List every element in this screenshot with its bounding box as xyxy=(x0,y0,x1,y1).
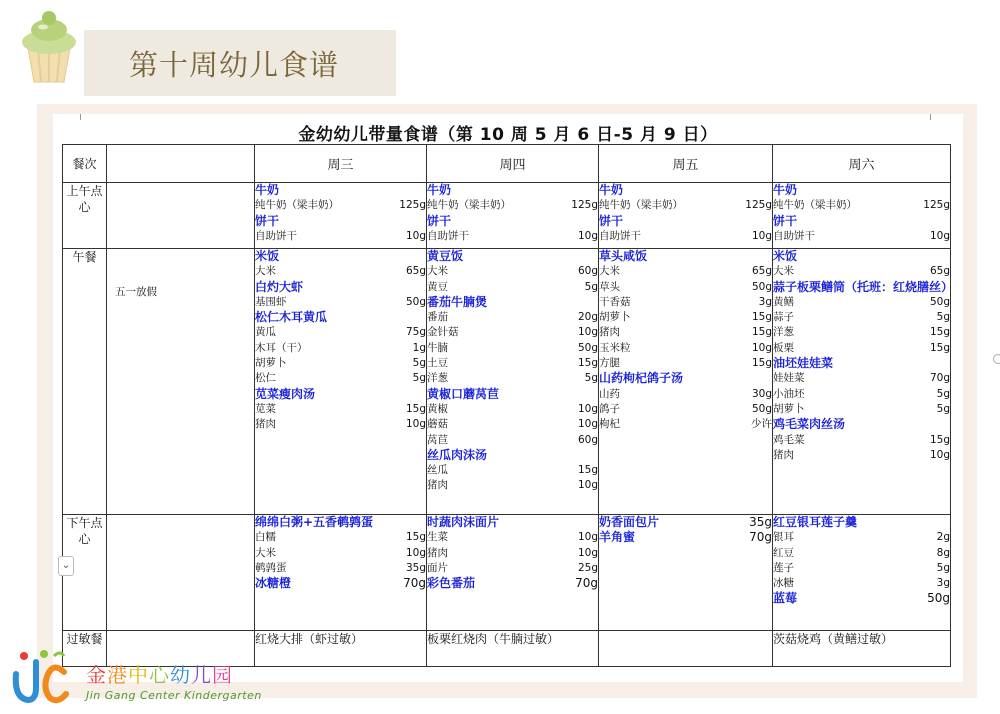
ingredient-row xyxy=(427,463,598,478)
ingredient-name: 木耳（干） xyxy=(255,341,308,354)
ingredient-quantity: 10g xyxy=(405,229,426,242)
ingredient-quantity: 15g xyxy=(577,357,598,370)
ingredient-quantity: 5g xyxy=(936,387,950,400)
dish-name: 奶香面包片 xyxy=(599,515,660,529)
school-name-char: 中 xyxy=(128,663,149,687)
school-name-char: 幼 xyxy=(170,663,191,687)
ingredient-name: 鸽子 xyxy=(599,402,620,415)
note-column-header xyxy=(107,145,255,183)
day-header: 周四 xyxy=(427,145,599,183)
ingredient-name: 大米 xyxy=(255,265,276,278)
ingredient-row xyxy=(773,576,950,591)
ingredient-quantity: 15g xyxy=(751,311,772,324)
school-name-cn xyxy=(86,659,233,688)
ingredient-row xyxy=(773,325,950,340)
ingredient-row xyxy=(255,295,426,310)
ingredient-quantity: 65g xyxy=(405,265,426,278)
ingredient-name: 松仁 xyxy=(255,372,276,385)
ingredient-row xyxy=(427,229,598,244)
ingredient-name: 大米 xyxy=(773,265,794,278)
ingredient-name: 莲子 xyxy=(773,561,794,574)
menu-cell xyxy=(255,515,427,631)
ingredient-quantity: 5g xyxy=(936,402,950,415)
ingredient-name: 自助饼干 xyxy=(427,229,469,242)
menu-cell xyxy=(773,249,954,515)
dish-name: 山药枸杞鸽子汤 xyxy=(599,371,684,386)
ingredient-name: 自助饼干 xyxy=(599,229,641,242)
dish-with-quantity xyxy=(599,530,772,545)
ingredient-name: 纯牛奶（梁丰奶） xyxy=(773,199,857,212)
ingredient-quantity: 50g xyxy=(927,591,950,606)
ingredient-name: 黄豆 xyxy=(427,280,448,293)
ingredient-row xyxy=(773,371,950,386)
ingredient-row xyxy=(427,546,598,561)
ingredient-name: 苋菜 xyxy=(255,402,276,415)
ingredient-quantity: 10g xyxy=(751,229,772,242)
day-header: 周三 xyxy=(255,145,427,183)
ingredient-name: 玉米粒 xyxy=(599,341,631,354)
ingredient-quantity: 5g xyxy=(412,357,426,370)
ingredient-row xyxy=(427,325,598,340)
ingredient-quantity: 8g xyxy=(936,546,950,559)
ingredient-quantity: 15g xyxy=(577,464,598,477)
ingredient-name: 娃娃菜 xyxy=(773,372,805,385)
ingredient-name: 猪肉 xyxy=(427,479,448,492)
ingredient-name: 猪肉 xyxy=(255,418,276,431)
allergy-cell xyxy=(599,631,773,667)
dish-name: 牛奶 xyxy=(773,183,798,197)
ingredient-quantity: 10g xyxy=(405,546,426,559)
dish-name: 米饭 xyxy=(773,249,798,263)
ingredient-row xyxy=(599,198,772,213)
ingredient-quantity: 5g xyxy=(584,372,598,385)
ingredient-name: 番茄 xyxy=(427,311,448,324)
dish-name: 牛奶 xyxy=(427,183,452,197)
dish-name: 牛奶 xyxy=(599,183,624,197)
ingredient-row xyxy=(255,402,426,417)
ingredient-row xyxy=(255,198,426,213)
dish-name: 饼干 xyxy=(255,213,280,228)
ingredient-row xyxy=(255,371,426,386)
ingredient-quantity: 5g xyxy=(412,372,426,385)
page-title: 第十周幼儿食谱 xyxy=(129,47,340,82)
ingredient-row xyxy=(255,229,426,244)
school-logo-icon xyxy=(10,648,72,708)
school-name-char: 园 xyxy=(212,663,233,687)
ingredient-name: 干香菇 xyxy=(599,295,631,308)
ingredient-quantity: 15g xyxy=(929,433,950,446)
menu-cell xyxy=(427,515,599,631)
ingredient-row xyxy=(255,341,426,356)
ingredient-name: 牛腩 xyxy=(427,341,448,354)
ingredient-quantity: 25g xyxy=(577,561,598,574)
ingredient-row xyxy=(599,280,772,295)
ingredient-quantity: 10g xyxy=(751,341,772,354)
day-header: 周六 xyxy=(773,145,951,183)
ingredient-row xyxy=(427,341,598,356)
ingredient-quantity: 5g xyxy=(584,280,598,293)
ingredient-name: 蘑菇 xyxy=(427,418,448,431)
ingredient-quantity: 125g xyxy=(399,199,426,212)
school-name-text xyxy=(86,663,233,687)
ingredient-quantity: 75g xyxy=(405,326,426,339)
ingredient-row xyxy=(255,530,426,545)
dish-name: 牛奶 xyxy=(255,183,280,197)
dish-name: 红豆银耳莲子羹 xyxy=(773,515,858,529)
dish-name: 饼干 xyxy=(427,213,452,228)
ingredient-row xyxy=(773,295,950,310)
dish-name: 绵绵白粥+五香鹌鹑蛋 xyxy=(255,515,374,529)
ingredient-name: 纯牛奶（梁丰奶） xyxy=(255,199,339,212)
ingredient-quantity: 10g xyxy=(577,229,598,242)
ingredient-quantity: 10g xyxy=(577,402,598,415)
menu-cell xyxy=(427,249,599,515)
ingredient-quantity: 1g xyxy=(412,341,426,354)
ingredient-name: 鸡毛菜 xyxy=(773,433,805,446)
ingredient-quantity: 10g xyxy=(577,326,598,339)
school-name-char: 金 xyxy=(86,663,107,687)
ingredient-quantity: 50g xyxy=(751,402,772,415)
ingredient-row xyxy=(773,229,950,244)
ingredient-quantity: 70g xyxy=(403,576,426,591)
dish-name: 苋菜瘦肉汤 xyxy=(255,386,316,401)
dish-name: 松仁木耳黄瓜 xyxy=(255,310,328,325)
ingredient-name: 猪肉 xyxy=(427,546,448,559)
ingredient-quantity: 15g xyxy=(751,326,772,339)
ingredient-row xyxy=(427,433,598,448)
ingredient-quantity: 125g xyxy=(745,199,772,212)
ingredient-row xyxy=(773,310,950,325)
dish-name: 米饭 xyxy=(255,249,280,263)
day-header: 周五 xyxy=(599,145,773,183)
ingredient-name: 山药 xyxy=(599,387,620,400)
ingredient-quantity: 35g xyxy=(749,515,772,529)
ingredient-name: 鹌鹑蛋 xyxy=(255,561,287,574)
ingredient-row xyxy=(427,280,598,295)
ingredient-name: 大米 xyxy=(599,265,620,278)
ingredient-quantity: 125g xyxy=(923,199,950,212)
ingredient-name: 黄瓜 xyxy=(255,326,276,339)
ingredient-name: 纯牛奶（梁丰奶） xyxy=(599,199,683,212)
ingredient-name: 白糯 xyxy=(255,531,276,544)
ingredient-row xyxy=(773,264,950,279)
ingredient-quantity: 3g xyxy=(936,577,950,590)
ingredient-name: 枸杞 xyxy=(599,418,620,431)
ingredient-name: 黄鳝 xyxy=(773,295,794,308)
ingredient-row xyxy=(773,341,950,356)
meal-label: 午餐 xyxy=(63,249,107,515)
menu-cell xyxy=(599,249,773,515)
ingredient-name: 基围虾 xyxy=(255,295,287,308)
ingredient-row xyxy=(773,448,950,463)
ingredient-row xyxy=(599,325,772,340)
ingredient-quantity: 10g xyxy=(929,448,950,461)
ingredient-quantity: 60g xyxy=(577,433,598,446)
dish-with-quantity xyxy=(599,515,772,530)
ingredient-name: 大米 xyxy=(255,546,276,559)
menu-cell xyxy=(255,249,427,515)
ingredient-name: 洋葱 xyxy=(427,372,448,385)
menu-cell xyxy=(773,515,951,631)
dish-with-quantity xyxy=(427,576,598,591)
ingredient-row xyxy=(599,387,772,402)
ingredient-row xyxy=(599,402,772,417)
cupcake-logo-icon xyxy=(14,6,84,84)
menu-cell xyxy=(427,183,599,249)
dish-name: 鸡毛菜肉丝汤 xyxy=(773,417,846,432)
ingredient-quantity: 10g xyxy=(577,531,598,544)
school-name-en: Jin Gang Center Kindergarten xyxy=(86,689,262,702)
ingredient-quantity: 10g xyxy=(929,229,950,242)
ingredient-row xyxy=(599,264,772,279)
meal-row-afternoon-snack xyxy=(63,515,951,631)
ingredient-name: 生菜 xyxy=(427,531,448,544)
dish-name: 饼干 xyxy=(599,213,624,228)
ingredient-quantity: 70g xyxy=(749,530,772,545)
dish-name: 时蔬肉沫面片 xyxy=(427,515,500,529)
ingredient-quantity: 5g xyxy=(936,311,950,324)
ingredient-name: 莴苣 xyxy=(427,433,448,446)
ingredient-quantity: 50g xyxy=(577,341,598,354)
dish-with-quantity xyxy=(773,591,950,606)
ingredient-row xyxy=(255,264,426,279)
ingredient-row xyxy=(427,198,598,213)
ingredient-name: 自助饼干 xyxy=(255,229,297,242)
meal-label: 上午点心 xyxy=(63,183,107,249)
dish-name: 油坯娃娃菜 xyxy=(773,356,834,371)
dish-name: 草头咸饭 xyxy=(599,249,648,263)
ingredient-row xyxy=(255,325,426,340)
ingredient-name: 纯牛奶（梁丰奶） xyxy=(427,199,511,212)
ingredient-row xyxy=(599,341,772,356)
ingredient-name: 红豆 xyxy=(773,546,794,559)
ingredient-name: 胡萝卜 xyxy=(773,402,805,415)
ingredient-row xyxy=(255,417,426,432)
dish-name: 白灼大虾 xyxy=(255,279,304,294)
ingredient-quantity: 5g xyxy=(936,561,950,574)
dish-name: 羊角蜜 xyxy=(599,530,636,545)
meal-column-header: 餐次 xyxy=(63,145,107,183)
ingredient-row xyxy=(773,387,950,402)
allergy-cell: 茨菇烧鸡（黄鳝过敏） xyxy=(773,631,951,667)
ingredient-row xyxy=(427,561,598,576)
ingredient-name: 方腿 xyxy=(599,357,620,370)
ingredient-name: 黄椒 xyxy=(427,402,448,415)
ingredient-name: 小油坯 xyxy=(773,387,805,400)
ingredient-quantity: 15g xyxy=(929,341,950,354)
ingredient-row xyxy=(255,561,426,576)
ingredient-name: 猪肉 xyxy=(599,326,620,339)
ingredient-quantity: 15g xyxy=(405,402,426,415)
ingredient-quantity: 70g xyxy=(929,372,950,385)
school-name-char: 港 xyxy=(107,663,128,687)
ingredient-row xyxy=(255,546,426,561)
ingredient-row xyxy=(427,478,598,493)
ingredient-name: 丝瓜 xyxy=(427,464,448,477)
allergy-label: 过敏餐 xyxy=(63,631,107,667)
ingredient-name: 板栗 xyxy=(773,341,794,354)
school-name-char: 儿 xyxy=(191,663,212,687)
ingredient-quantity: 10g xyxy=(577,546,598,559)
ingredient-row xyxy=(773,546,950,561)
ingredient-quantity: 30g xyxy=(751,387,772,400)
dish-name: 彩色番茄 xyxy=(427,576,476,591)
header-banner xyxy=(84,30,396,96)
note-cell xyxy=(107,183,255,249)
table-header-row xyxy=(63,145,951,183)
holiday-note: 五一放假 xyxy=(115,286,157,298)
ingredient-row xyxy=(599,229,772,244)
ingredient-name: 猪肉 xyxy=(773,448,794,461)
ingredient-row xyxy=(599,417,772,432)
ingredient-quantity: 65g xyxy=(929,265,950,278)
ingredient-quantity: 70g xyxy=(575,576,598,591)
menu-table xyxy=(62,144,954,667)
note-cell xyxy=(107,515,255,631)
ingredient-quantity: 少许 xyxy=(751,418,772,431)
chevron-down-icon[interactable]: ⌄ xyxy=(58,556,74,576)
ingredient-name: 蒜子 xyxy=(773,311,794,324)
ingredient-name: 自助饼干 xyxy=(773,229,815,242)
ingredient-quantity: 15g xyxy=(405,531,426,544)
ingredient-quantity: 10g xyxy=(577,418,598,431)
ingredient-row xyxy=(599,310,772,325)
ingredient-name: 大米 xyxy=(427,265,448,278)
ingredient-name: 草头 xyxy=(599,280,620,293)
ingredient-row xyxy=(773,433,950,448)
ingredient-quantity: 3g xyxy=(758,295,772,308)
dish-name: 丝瓜肉沫汤 xyxy=(427,447,488,462)
resize-handle[interactable] xyxy=(993,354,1000,364)
ingredient-row xyxy=(427,356,598,371)
meal-row-lunch xyxy=(63,249,951,515)
ingredient-name: 土豆 xyxy=(427,357,448,370)
ingredient-row xyxy=(599,356,772,371)
ingredient-row xyxy=(427,371,598,386)
ingredient-quantity: 10g xyxy=(577,479,598,492)
ingredient-name: 面片 xyxy=(427,561,448,574)
ingredient-name: 银耳 xyxy=(773,531,794,544)
ingredient-quantity: 20g xyxy=(577,311,598,324)
ingredient-quantity: 50g xyxy=(751,280,772,293)
ingredient-quantity: 15g xyxy=(751,357,772,370)
ingredient-quantity: 15g xyxy=(929,326,950,339)
note-cell xyxy=(107,249,255,515)
school-name-char: 心 xyxy=(149,663,170,687)
ingredient-name: 洋葱 xyxy=(773,326,794,339)
dish-with-quantity xyxy=(255,576,426,591)
ingredient-quantity: 35g xyxy=(405,561,426,574)
menu-cell xyxy=(773,183,951,249)
ingredient-row xyxy=(255,356,426,371)
ingredient-quantity: 10g xyxy=(405,418,426,431)
ingredient-row xyxy=(599,295,772,310)
ingredient-row xyxy=(427,310,598,325)
ingredient-quantity: 60g xyxy=(577,265,598,278)
ingredient-row xyxy=(427,530,598,545)
dish-name: 黄椒口蘑莴苣 xyxy=(427,386,500,401)
dish-name: 饼干 xyxy=(773,213,798,228)
ingredient-quantity: 50g xyxy=(405,295,426,308)
ingredient-quantity: 65g xyxy=(751,265,772,278)
ingredient-quantity: 2g xyxy=(936,531,950,544)
ingredient-name: 金针菇 xyxy=(427,326,459,339)
meal-row-morning-snack xyxy=(63,183,951,249)
menu-cell xyxy=(255,183,427,249)
dish-name: 蒜子板栗鳝筒（托班：红烧膳丝） xyxy=(773,279,954,294)
ingredient-row xyxy=(427,264,598,279)
ingredient-row xyxy=(773,530,950,545)
meal-label: 下午点心 xyxy=(63,515,107,631)
ingredient-name: 胡萝卜 xyxy=(255,357,287,370)
ingredient-row xyxy=(427,402,598,417)
ingredient-row xyxy=(773,198,950,213)
menu-cell xyxy=(599,183,773,249)
menu-cell xyxy=(599,515,773,631)
allergy-cell: 红烧大排（虾过敏） xyxy=(255,631,427,667)
dish-name: 番茄牛腩煲 xyxy=(427,294,488,309)
ingredient-row xyxy=(773,402,950,417)
dish-name: 冰糖橙 xyxy=(255,576,292,591)
ingredient-row xyxy=(773,561,950,576)
ingredient-name: 冰糖 xyxy=(773,577,794,590)
ingredient-quantity: 125g xyxy=(571,199,598,212)
ingredient-name: 胡萝卜 xyxy=(599,311,631,324)
document-title: 金幼幼儿带量食谱（第 10 周 5 月 6 日-5 月 9 日） xyxy=(298,125,718,145)
dish-name: 黄豆饭 xyxy=(427,249,464,263)
ingredient-quantity: 50g xyxy=(929,295,950,308)
ingredient-row xyxy=(427,417,598,432)
dish-name: 蓝莓 xyxy=(773,591,798,606)
allergy-cell: 板栗红烧肉（牛腩过敏） xyxy=(427,631,599,667)
